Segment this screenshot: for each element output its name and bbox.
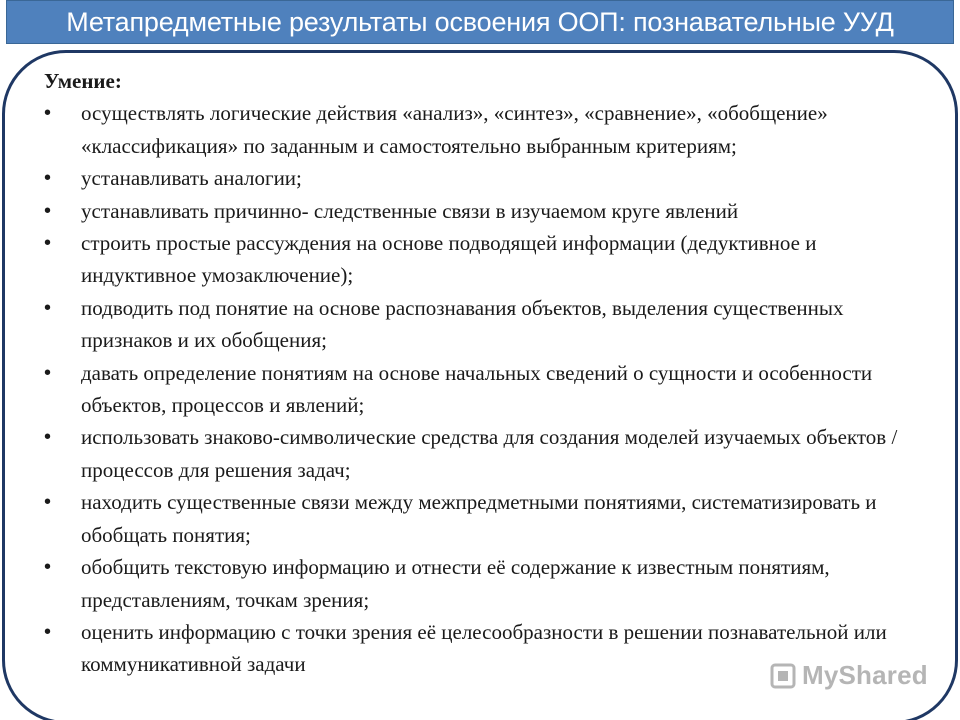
myshared-logo-icon [770, 663, 796, 689]
list-item [44, 195, 934, 227]
bullet-icon: • [44, 620, 52, 643]
bullet-icon: • [44, 491, 52, 514]
list-item [44, 162, 934, 194]
list-item [44, 551, 934, 616]
slide-title: Метапредметные результаты освоения ООП: познавательные УУД [66, 6, 894, 37]
list-item [44, 292, 934, 357]
list-item-text: подводить под понятие на основе распознавания объектов, выделения существенных признаков и их обобщения; [81, 295, 844, 353]
content-area [44, 65, 934, 681]
skills-heading: Умение: [44, 69, 122, 93]
list-item-text: устанавливать причинно- следственные связи в изучаемом круге явлений [81, 198, 739, 223]
list-item [44, 421, 934, 486]
list-item [44, 357, 934, 422]
list-item [44, 486, 934, 551]
list-item-text: оценить информацию с точки зрения её целесообразности в решении познавательной или коммуникативной задачи [81, 619, 887, 677]
list-item-text: строить простые рассуждения на основе подводящей информации (дедуктивное и индуктивное умозаключение); [81, 231, 817, 288]
bullet-icon: • [44, 361, 52, 384]
bullet-icon: • [44, 296, 52, 319]
title-bar [6, 0, 954, 44]
watermark-text: MyShared [802, 660, 928, 690]
list-item-text: устанавливать аналогии; [81, 166, 302, 191]
bullet-icon: • [44, 102, 52, 125]
list-item-text: обобщить текстовую информацию и отнести её содержание к известным понятиям, представлениям, точкам зрения; [81, 555, 830, 612]
bullet-icon: • [44, 232, 52, 255]
list-item-text: осуществлять логические действия «анализ», «синтез», «сравнение», «обобщение» «классификация» по заданным и самостоятельно выбранным критериям; [81, 101, 828, 158]
list-item-text: находить существенные связи между межпредметными понятиями, систематизировать и обобщать понятия; [81, 490, 877, 547]
bullet-icon: • [44, 167, 52, 190]
skills-list [44, 97, 934, 680]
bullet-icon: • [44, 426, 52, 449]
watermark [770, 660, 928, 691]
bullet-icon: • [44, 556, 52, 579]
list-item-text: использовать знаково-символические средства для создания моделей изучаемых объектов /процессов для решения задач; [81, 425, 898, 482]
list-item [44, 97, 934, 162]
list-item [44, 227, 934, 292]
list-item-text: давать определение понятиям на основе начальных сведений о сущности и особенности объектов, процессов и явлений; [81, 360, 873, 418]
bullet-icon: • [44, 199, 52, 222]
